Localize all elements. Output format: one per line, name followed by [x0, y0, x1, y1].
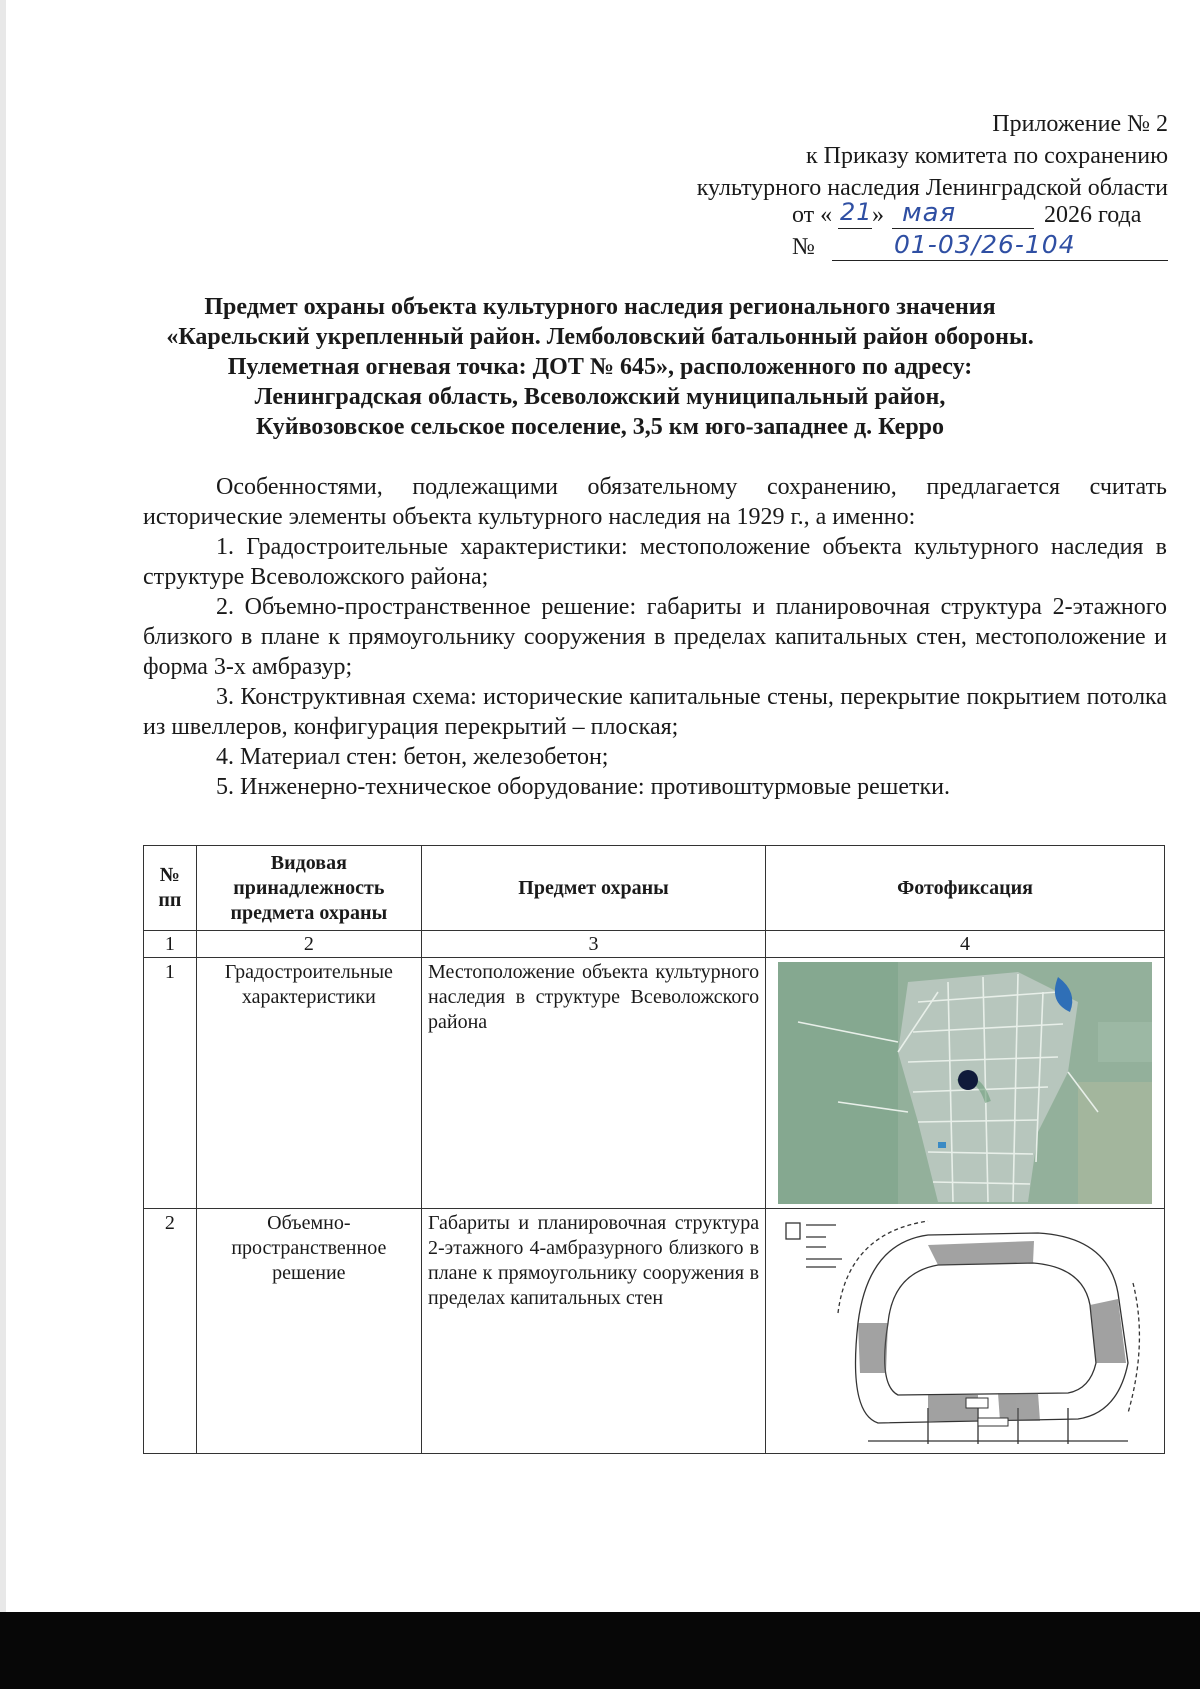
header-number: № пп — [144, 846, 197, 931]
location-marker-icon — [958, 1070, 978, 1090]
header-photo: Фотофиксация — [766, 846, 1165, 931]
location-map-image — [778, 962, 1152, 1204]
list-item-4: 4. Материал стен: бетон, железобетон; — [216, 744, 609, 770]
number-value: 01-03/26-104 — [894, 230, 1076, 259]
row-1-kind: Градостроительные характеристики — [196, 958, 421, 1209]
appendix-line-1: Приложение № 2 — [992, 111, 1168, 137]
row-2-subject: Габариты и планировочная структура 2-этажного 4-амбразурного близкого в плане к прямоугольнику сооружения в пределах капитальных стен — [421, 1209, 765, 1454]
list-item-3: 3. Конструктивная схема: исторические капитальные стены, перекрытие покрытием потолка из швеллеров, конфигурация перекрытий – плоская; — [143, 684, 1167, 740]
list-item-5: 5. Инженерно-техническое оборудование: противоштурмовые решетки. — [216, 774, 950, 800]
title-line-5: Куйвозовское сельское поселение, 3,5 км юго-западнее д. Керро — [255, 414, 945, 440]
day-underline — [838, 228, 872, 229]
table-header-row — [144, 846, 1165, 931]
table-row — [144, 958, 1165, 1209]
scan-bottom-border — [0, 1612, 1200, 1689]
date-day: 21 — [840, 198, 873, 226]
title-line-1: Предмет охраны объекта культурного наследия регионального значения — [204, 294, 996, 320]
title-line-2: «Карельский укрепленный район. Лемболовский батальонный район обороны. — [166, 324, 1034, 350]
order-number-line — [792, 230, 1168, 266]
month-underline — [892, 228, 1034, 229]
row-2-number: 2 — [144, 1209, 197, 1454]
row-1-number: 1 — [144, 958, 197, 1209]
title-line-4: Ленинградская область, Всеволожский муниципальный район, — [254, 384, 946, 410]
row-2-photo — [766, 1209, 1165, 1454]
number-prefix: № — [792, 234, 815, 260]
row-2-kind: Объемно-пространственное решение — [196, 1209, 421, 1454]
appendix-line-2: к Приказу комитета по сохранению — [805, 143, 1168, 169]
col-number-2: 2 — [196, 931, 421, 958]
header-kind: Видовая принадлежность предмета охраны — [196, 846, 421, 931]
row-1-subject: Местоположение объекта культурного наследия в структуре Всеволожского района — [421, 958, 765, 1209]
row-1-photo — [766, 958, 1165, 1209]
date-prefix: от « — [792, 202, 833, 228]
date-mid: » — [872, 202, 884, 228]
col-number-3: 3 — [421, 931, 765, 958]
floor-plan-sketch-image — [778, 1213, 1152, 1449]
number-underline — [832, 260, 1168, 261]
col-number-1: 1 — [144, 931, 197, 958]
intro-paragraph: Особенностями, подлежащими обязательному сохранению, предлагается считать исторические элементы объекта культурного наследия на 1929 г., а именно: — [143, 474, 1167, 530]
title-line-3: Пулеметная огневая точка: ДОТ № 645», расположенного по адресу: — [227, 354, 973, 380]
appendix-line-3: культурного наследия Ленинградской области — [696, 175, 1168, 201]
table-row — [144, 1209, 1165, 1454]
scan-edge — [0, 0, 6, 1689]
date-month: мая — [902, 198, 957, 228]
header-subject: Предмет охраны — [421, 846, 765, 931]
appendix-header — [528, 108, 1168, 204]
table-column-numbers — [144, 931, 1165, 958]
list-item-1: 1. Градостроительные характеристики: местоположение объекта культурного наследия в структуре Всеволожского района; — [143, 534, 1167, 590]
list-item-2: 2. Объемно-пространственное решение: габариты и планировочная структура 2-этажного близкого в плане к прямоугольнику сооружения в пределах капитальных стен, местоположение и форма 3-х амбразур; — [143, 594, 1167, 680]
date-year: 2026 года — [1044, 202, 1142, 228]
document-title — [140, 292, 1060, 442]
body-text — [143, 472, 1167, 802]
col-number-4: 4 — [766, 931, 1165, 958]
protection-table — [143, 845, 1165, 1454]
